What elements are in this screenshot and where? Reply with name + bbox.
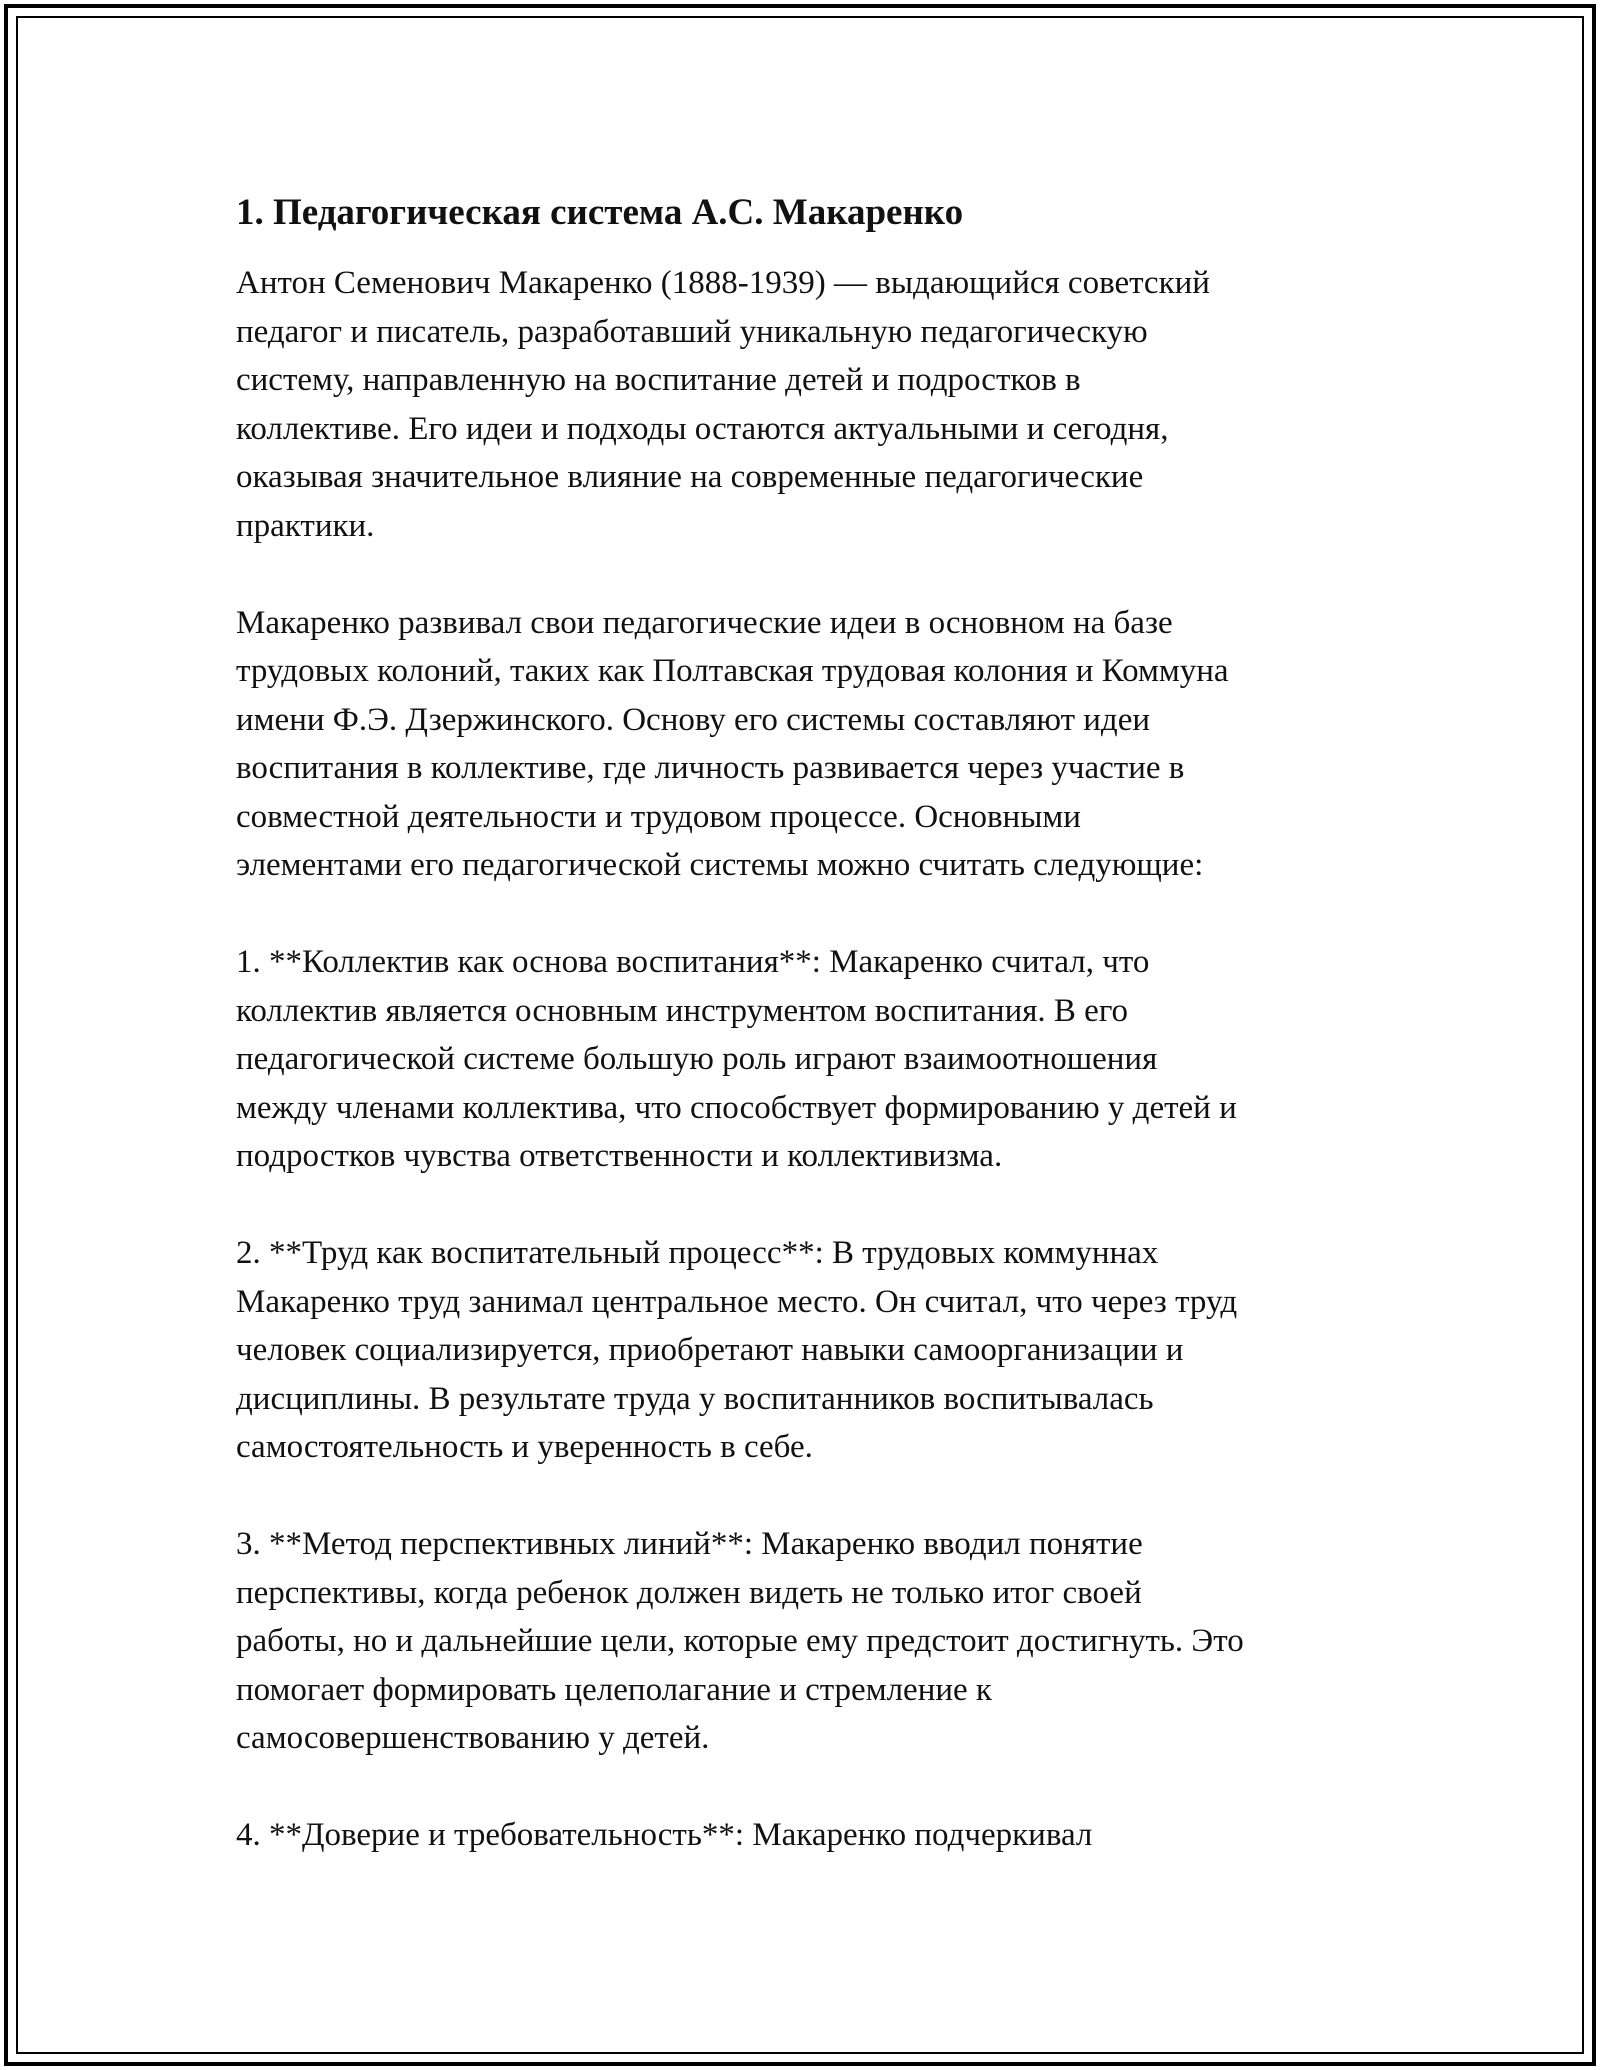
paragraph <box>236 1520 1376 1763</box>
paragraph-line: систему, направленную на воспитание детей и подростков в <box>236 362 1081 398</box>
paragraph <box>236 1229 1376 1472</box>
paragraph-line: оказывая значительное влияние на современные педагогические <box>236 459 1144 495</box>
paragraph-line: коллектив является основным инструментом воспитания. В его <box>236 992 1129 1029</box>
paragraph-line: перспективы, когда ребенок должен видеть не только итог своей <box>236 1574 1142 1611</box>
paragraph-line: человек социализируется, приобретают навыки самоорганизации и <box>236 1332 1184 1368</box>
paragraph-line: 1. **Коллектив как основа воспитания**: Макаренко считал, что <box>236 944 1150 980</box>
paragraph-line: воспитания в коллективе, где личность развивается через участие в <box>236 750 1185 786</box>
paragraph-line: дисциплины. В результате труда у воспитанников воспитывалась <box>236 1380 1154 1417</box>
paragraph <box>236 1811 1376 1860</box>
section-heading: 1. Педагогическая система А.С. Макаренко <box>236 192 964 233</box>
paragraph-container <box>236 259 1376 1860</box>
paragraph-line: элементами его педагогической системы можно считать следующие: <box>236 847 1204 883</box>
paragraph-line: практики. <box>236 507 375 544</box>
document-body <box>236 185 1376 1860</box>
paragraph-line: 4. **Доверие и требовательность**: Макаренко подчеркивал <box>236 1817 1093 1853</box>
paragraph-line: совместной деятельности и трудовом процессе. Основными <box>236 798 1081 835</box>
paragraph-line: работы, но и дальнейшие цели, которые ему предстоит достигнуть. Это <box>236 1623 1244 1659</box>
paragraph-line: помогает формировать целеполагание и стремление к <box>236 1671 992 1708</box>
paragraph-line: между членами коллектива, что способствует формированию у детей и <box>236 1089 1237 1126</box>
paragraph <box>236 938 1376 1181</box>
paragraph-line: подростков чувства ответственности и коллективизма. <box>236 1138 1003 1174</box>
paragraph-line: 2. **Труд как воспитательный процесс**: В трудовых коммуннах <box>236 1235 1159 1271</box>
paragraph-line: имени Ф.Э. Дзержинского. Основу его системы составляют идеи <box>236 701 1151 738</box>
paragraph-line: Макаренко труд занимал центральное место. Он считал, что через труд <box>236 1283 1238 1320</box>
paragraph-line: Антон Семенович Макаренко (1888-1939) — выдающийся советский <box>236 265 1210 301</box>
paragraph-line: трудовых колоний, таких как Полтавская трудовая колония и Коммуна <box>236 653 1229 689</box>
paragraph-line: коллективе. Его идеи и подходы остаются актуальными и сегодня, <box>236 410 1169 447</box>
paragraph-line: самостоятельность и уверенность в себе. <box>236 1429 813 1465</box>
paragraph-line: Макаренко развивал свои педагогические идеи в основном на базе <box>236 604 1173 641</box>
paragraph <box>236 259 1376 550</box>
paragraph-line: самосовершенствованию у детей. <box>236 1720 710 1756</box>
paragraph <box>236 599 1376 890</box>
paragraph-line: 3. **Метод перспективных линий**: Макаренко вводил понятие <box>236 1526 1143 1562</box>
paragraph-line: педагог и писатель, разработавший уникальную педагогическую <box>236 313 1148 350</box>
paragraph-line: педагогической системе большую роль играют взаимоотношения <box>236 1041 1158 1077</box>
